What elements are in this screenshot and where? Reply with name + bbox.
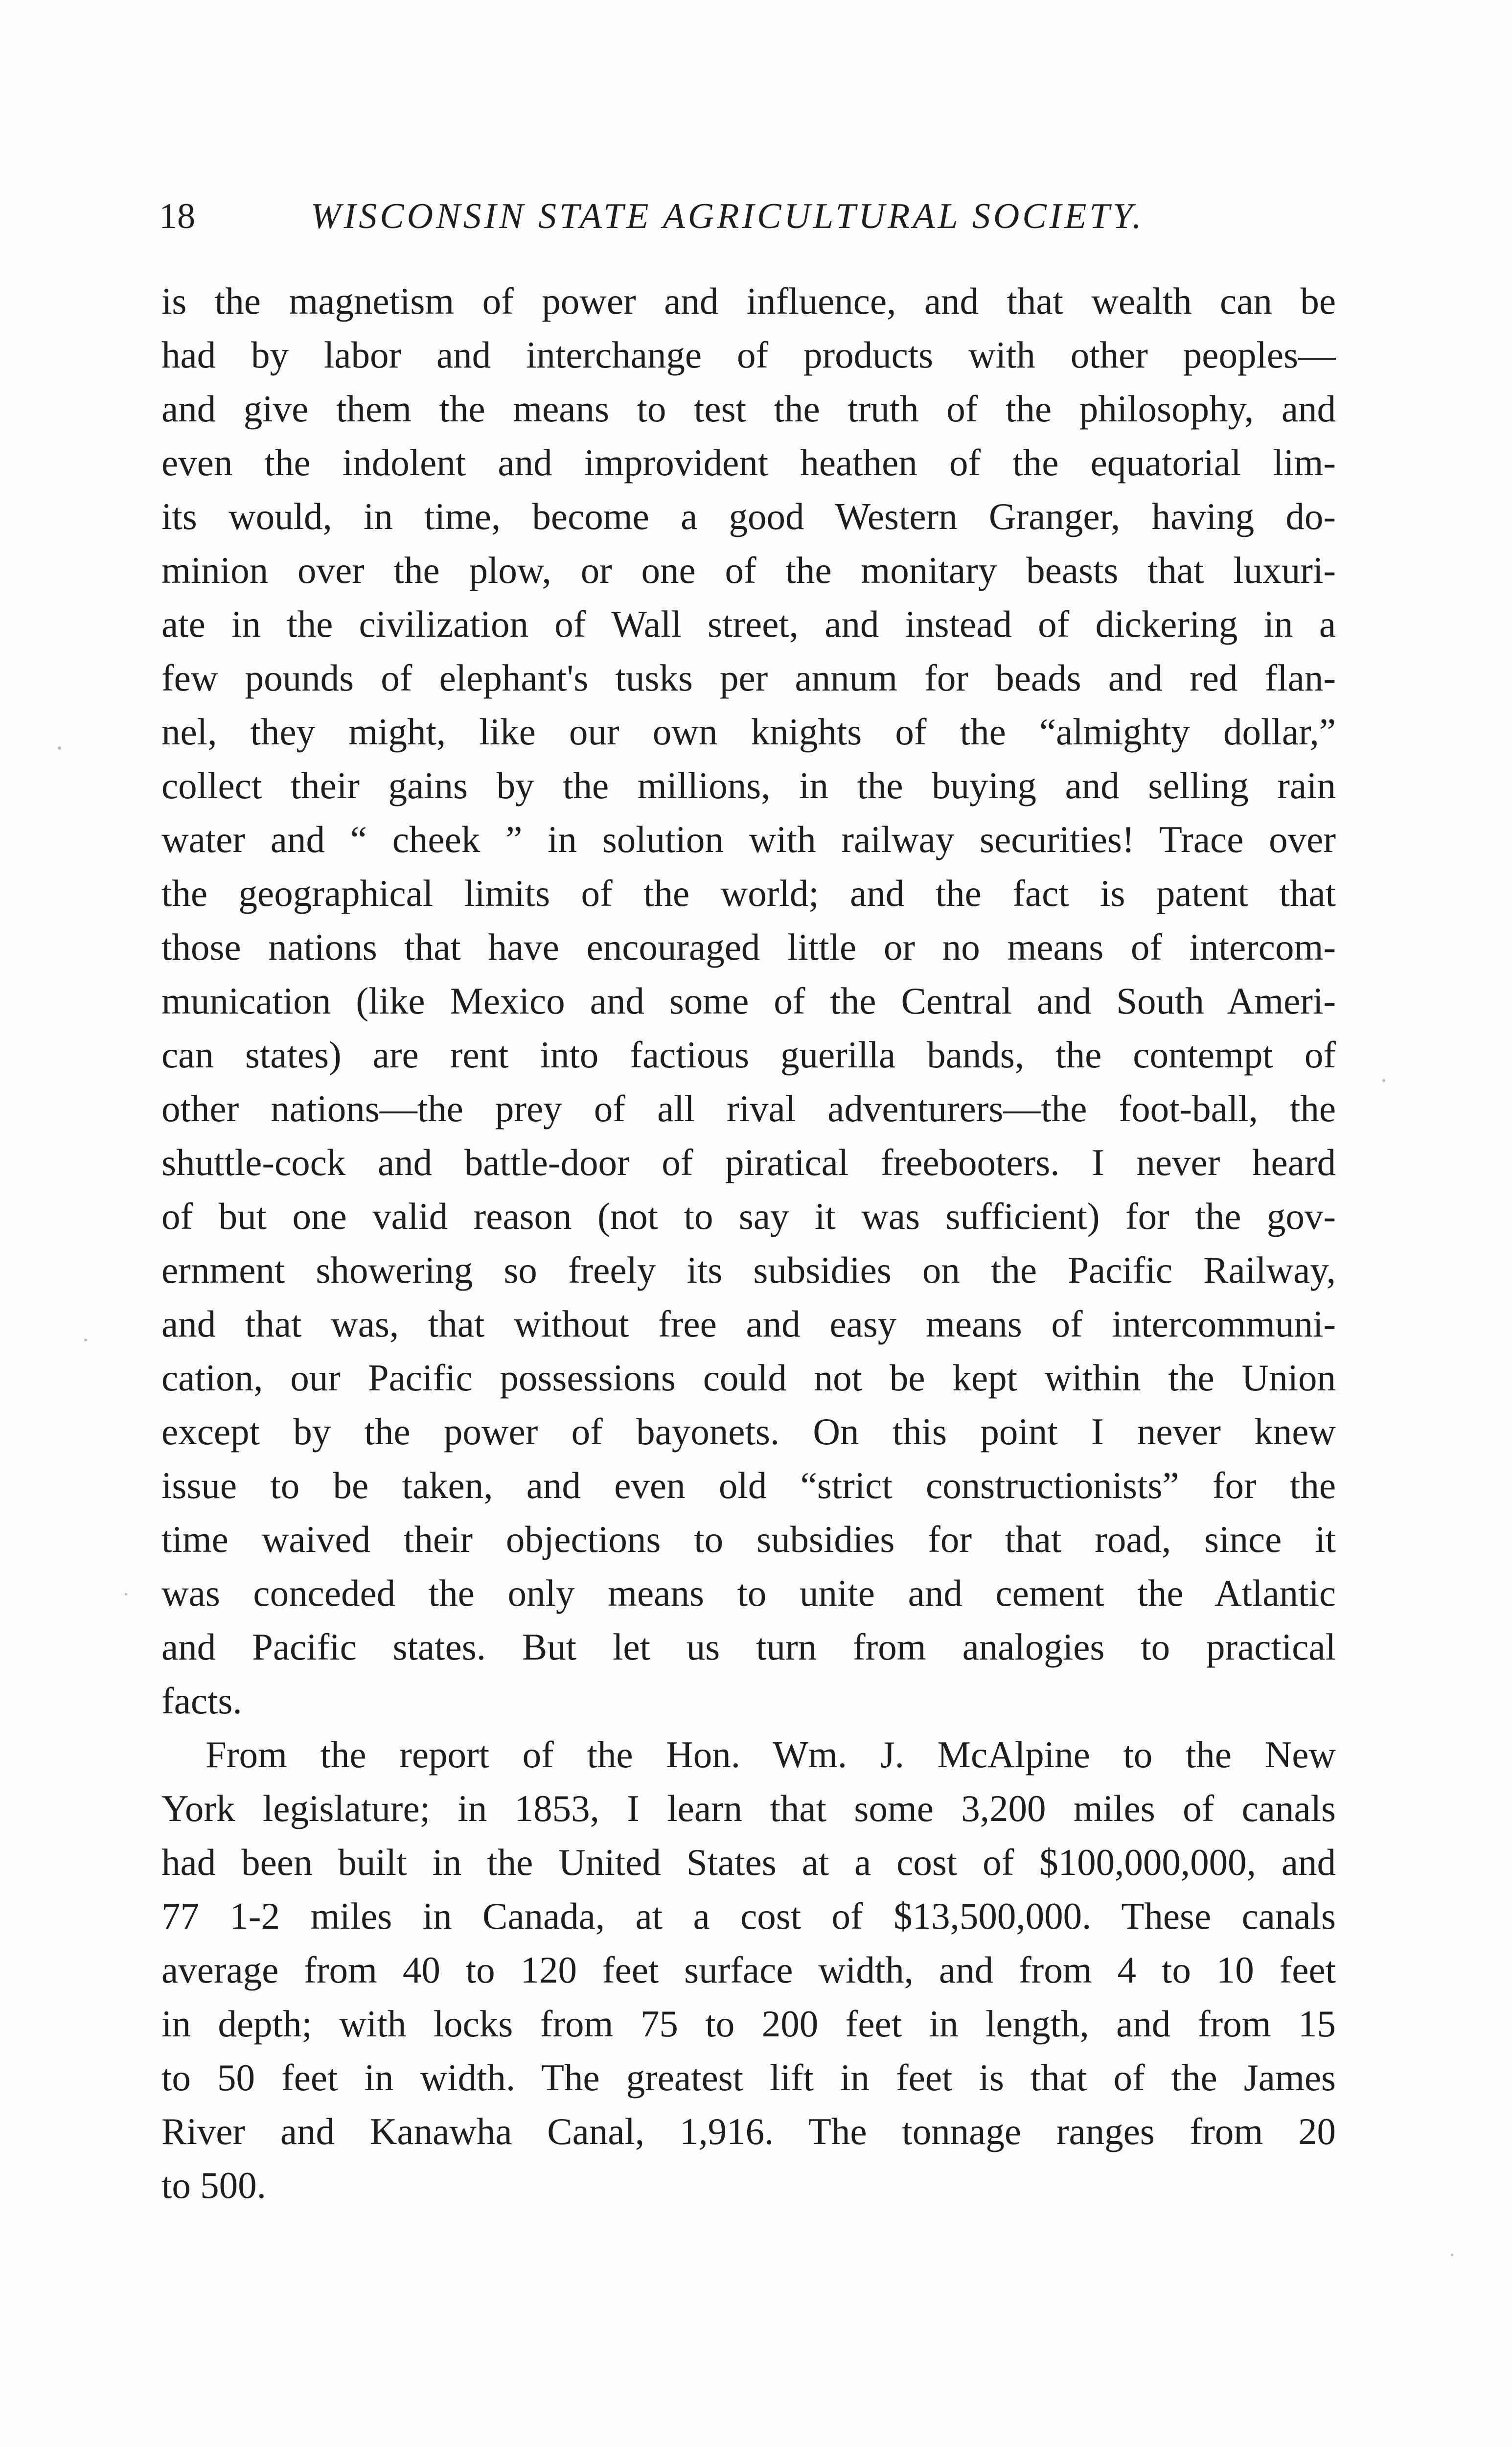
text-line: to 500. <box>161 2164 266 2206</box>
text-line: had by labor and interchange of products with other peoples— <box>161 334 1336 376</box>
text-line: of but one valid reason (not to say it was sufficient) for the gov- <box>161 1195 1336 1237</box>
page-header <box>159 192 1333 251</box>
text-line: York legislature; in 1853, I learn that some 3,200 miles of canals <box>161 1787 1336 1829</box>
text-line: average from 40 to 120 feet surface width, and from 4 to 10 feet <box>161 1949 1336 1991</box>
text-line: From the report of the Hon. Wm. J. McAlpine to the New <box>206 1733 1336 1776</box>
paper-speck <box>1382 1079 1385 1082</box>
paper-speck <box>1451 2254 1453 2256</box>
text-line: water and “ cheek ” in solution with railway securities! Trace over <box>161 818 1336 860</box>
text-line: facts. <box>161 1680 242 1722</box>
running-title: WISCONSIN STATE AGRICULTURAL SOCIETY. <box>311 196 1145 236</box>
text-line: shuttle-cock and battle-door of piratical freebooters. I never heard <box>161 1141 1336 1183</box>
text-line: other nations—the prey of all rival adventurers—the foot-ball, the <box>161 1087 1336 1130</box>
text-line: in depth; with locks from 75 to 200 feet in length, and from 15 <box>161 2003 1336 2045</box>
text-line: ernment showering so freely its subsidies on the Pacific Railway, <box>161 1249 1336 1291</box>
body-text <box>161 274 1336 2212</box>
paper-speck <box>125 1593 127 1595</box>
text-line: and give them the means to test the truth of the philosophy, and <box>161 388 1336 430</box>
paper-speck <box>58 746 61 750</box>
text-line: those nations that have encouraged little or no means of intercom- <box>161 926 1336 968</box>
text-line: had been built in the United States at a cost of $100,000,000, and <box>161 1841 1336 1883</box>
text-line: can states) are rent into factious guerilla bands, the contempt of <box>161 1034 1336 1076</box>
text-line: its would, in time, become a good Western Granger, having do- <box>161 495 1336 537</box>
text-line: and Pacific states. But let us turn from analogies to practical <box>161 1626 1336 1668</box>
text-line: cation, our Pacific possessions could not be kept within the Union <box>161 1357 1336 1399</box>
text-line: except by the power of bayonets. On this point I never knew <box>161 1410 1336 1453</box>
text-line: nel, they might, like our own knights of the “almighty dollar,” <box>161 711 1336 753</box>
text-line: was conceded the only means to unite and cement the Atlantic <box>161 1572 1336 1614</box>
text-line: is the magnetism of power and influence, and that wealth can be <box>161 280 1336 322</box>
page-number: 18 <box>159 196 195 236</box>
text-line: collect their gains by the millions, in the buying and selling rain <box>161 764 1336 807</box>
text-line: even the indolent and improvident heathen of the equatorial lim- <box>161 441 1336 484</box>
paragraph-2 <box>161 1728 1336 2212</box>
text-line: the geographical limits of the world; and the fact is patent that <box>161 872 1336 914</box>
text-line: 77 1-2 miles in Canada, at a cost of $13,500,000. These canals <box>161 1895 1336 1937</box>
text-line: time waived their objections to subsidies for that road, since it <box>161 1518 1336 1560</box>
text-line: issue to be taken, and even old “strict constructionists” for the <box>161 1464 1336 1506</box>
text-line: munication (like Mexico and some of the Central and South Ameri- <box>161 980 1336 1022</box>
text-line: to 50 feet in width. The greatest lift in feet is that of the James <box>161 2056 1336 2099</box>
text-line: few pounds of elephant's tusks per annum for beads and red flan- <box>161 657 1336 699</box>
text-line: River and Kanawha Canal, 1,916. The tonnage ranges from 20 <box>161 2110 1336 2152</box>
text-line: and that was, that without free and easy means of intercommuni- <box>161 1303 1336 1345</box>
text-line: ate in the civilization of Wall street, and instead of dickering in a <box>161 603 1336 645</box>
text-line: minion over the plow, or one of the monitary beasts that luxuri- <box>161 549 1336 591</box>
paper-speck <box>84 1339 87 1341</box>
paragraph-1 <box>161 274 1336 1728</box>
